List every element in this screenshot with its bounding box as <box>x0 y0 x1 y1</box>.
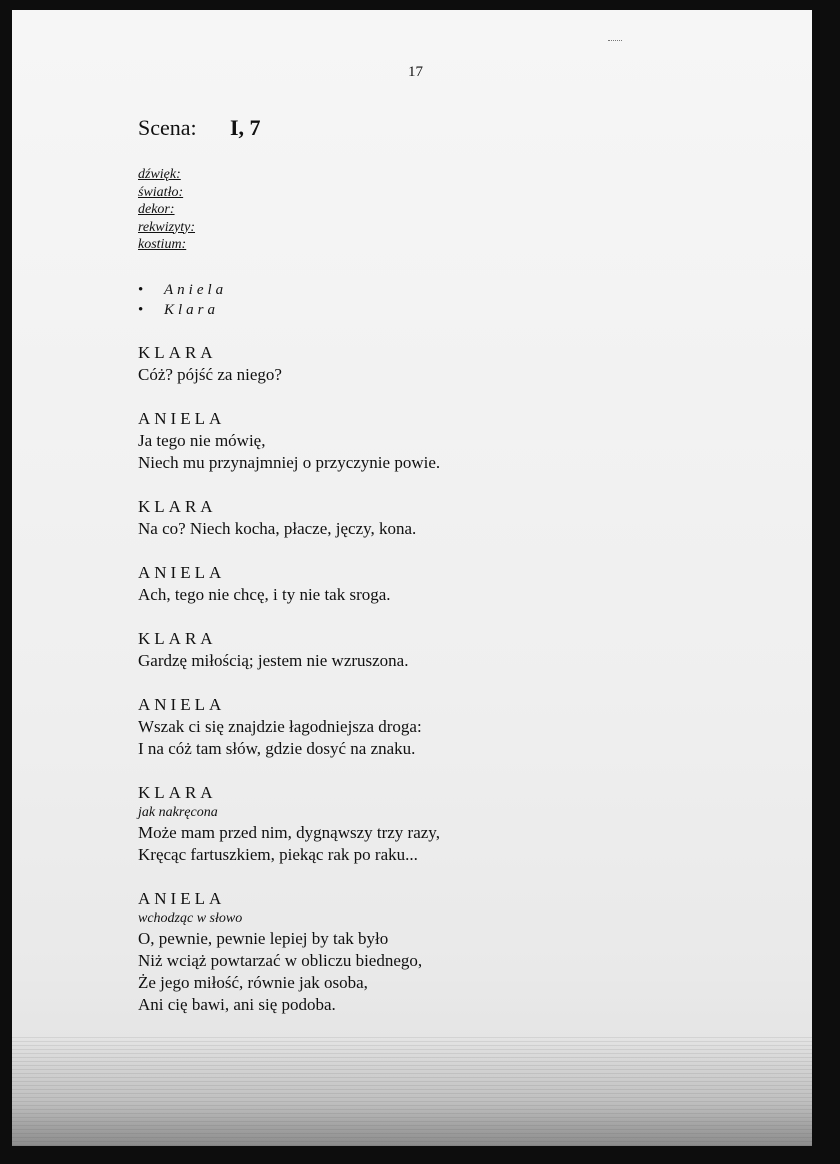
speaker-name: KLARA <box>138 783 217 802</box>
cast-item: • Aniela <box>138 280 227 300</box>
dialogue-line: I na cóż tam słów, gdzie dosyć na znaku. <box>138 739 416 758</box>
speaker-name: ANIELA <box>138 695 226 714</box>
dialogue-block <box>138 888 738 1016</box>
dialogue-block <box>138 694 738 760</box>
scene-label: Scena: <box>138 115 197 140</box>
scene-number: I, 7 <box>230 115 261 140</box>
speaker-name: KLARA <box>138 343 217 362</box>
note-sound: dźwięk: <box>138 167 181 182</box>
scene-heading <box>138 115 261 141</box>
speaker-name: ANIELA <box>138 409 226 428</box>
note-set: dekor: <box>138 202 175 217</box>
speaker-name: KLARA <box>138 497 217 516</box>
dialogue-line: Niż wciąż powtarzać w obliczu biednego, <box>138 951 423 970</box>
dialogue-block <box>138 496 738 540</box>
dialogue-block <box>138 782 738 866</box>
dialogue-block <box>138 408 738 474</box>
production-notes <box>138 166 195 254</box>
dialogue-line: Niech mu przynajmniej o przyczynie powie. <box>138 453 441 472</box>
dialogue <box>138 342 738 1038</box>
note-light: światło: <box>138 184 184 200</box>
dialogue-line: Na co? Niech kocha, płacze, jęczy, kona. <box>138 519 417 538</box>
dialogue-line: O, pewnie, pewnie lepiej by tak było <box>138 929 389 948</box>
dialogue-line: Ani cię bawi, ani się podoba. <box>138 995 336 1014</box>
cast-item: • Klara <box>138 300 227 320</box>
cast-list <box>138 280 227 320</box>
stage-direction: jak nakręcona <box>138 805 218 820</box>
dialogue-line: Ja tego nie mówię, <box>138 431 266 450</box>
dialogue-block <box>138 562 738 606</box>
page-number: 17 <box>408 64 423 80</box>
dialogue-line: Ach, tego nie chcę, i ty nie tak sroga. <box>138 585 391 604</box>
dialogue-line: Kręcąc fartuszkiem, piekąc rak po raku... <box>138 845 418 864</box>
dialogue-block <box>138 342 738 386</box>
dialogue-line: Cóż? pójść za niego? <box>138 365 282 384</box>
note-props: rekwizyty: <box>138 219 196 235</box>
dialogue-block <box>138 628 738 672</box>
speaker-name: KLARA <box>138 629 217 648</box>
note-costume: kostium: <box>138 237 187 252</box>
scan-speck <box>608 40 622 49</box>
scan-smudge <box>12 1036 812 1146</box>
dialogue-line: Może mam przed nim, dygnąwszy trzy razy, <box>138 823 440 842</box>
dialogue-line: Gardzę miłością; jestem nie wzruszona. <box>138 651 409 670</box>
stage-direction: wchodząc w słowo <box>138 911 243 926</box>
dialogue-line: Wszak ci się znajdzie łagodniejsza droga: <box>138 717 422 736</box>
speaker-name: ANIELA <box>138 889 226 908</box>
dialogue-line: Że jego miłość, równie jak osoba, <box>138 973 368 992</box>
script-page <box>12 10 812 1146</box>
speaker-name: ANIELA <box>138 563 226 582</box>
